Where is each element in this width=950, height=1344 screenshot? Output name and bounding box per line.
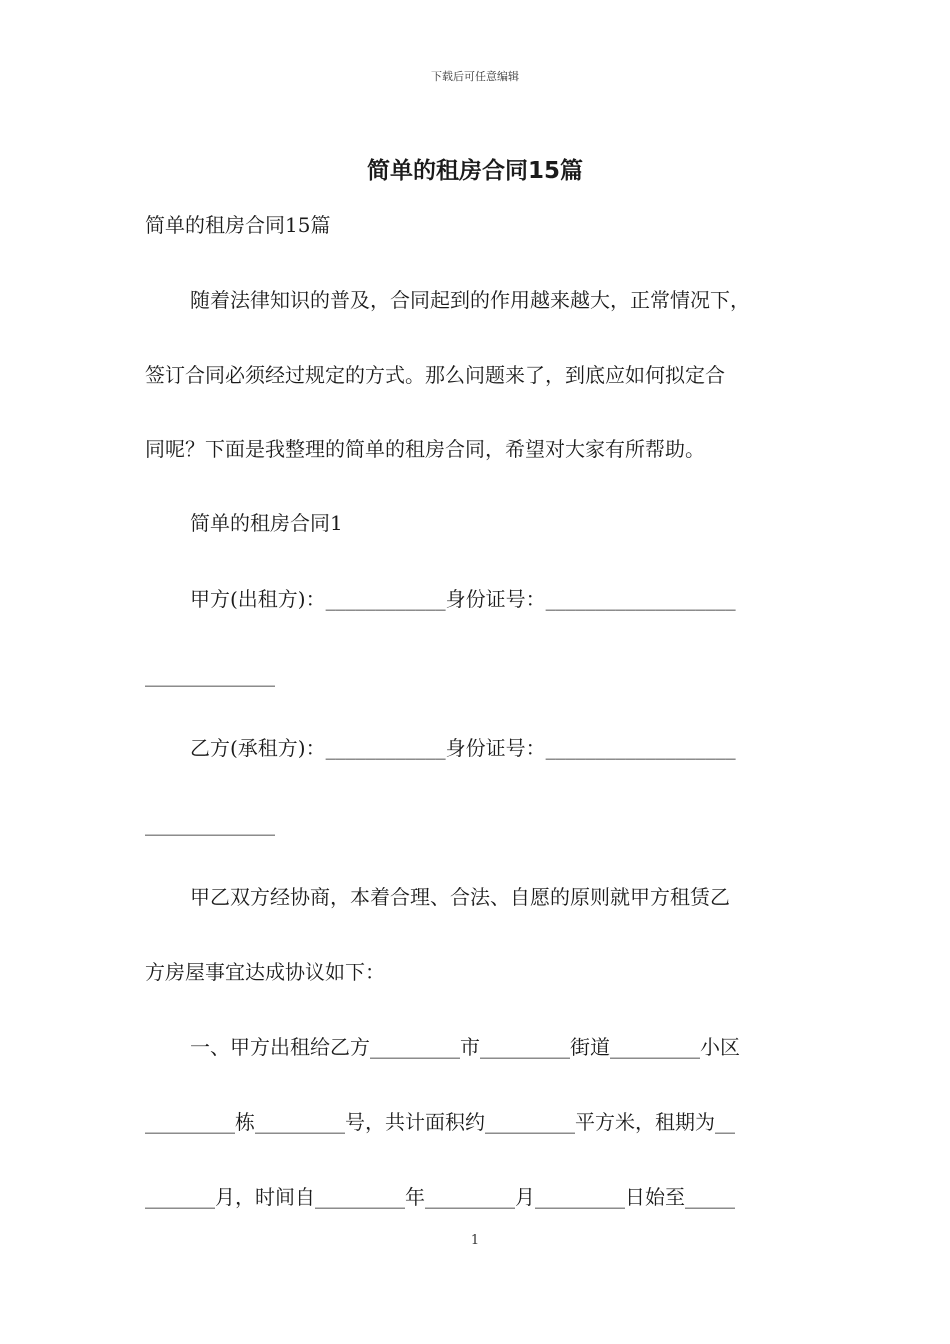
clause-1-line-2: _________栋_________号，共计面积约_________平方米，租期为__ <box>145 1110 735 1134</box>
section-heading: 简单的租房合同1 <box>190 511 343 535</box>
party-b-line-1: 乙方(承租方)：____________身份证号：___________________ <box>190 736 736 760</box>
intro-line-3: 同呢？下面是我整理的简单的租房合同，希望对大家有所帮助。 <box>145 437 705 461</box>
header-note: 下载后可任意编辑 <box>431 70 519 83</box>
document-title: 简单的租房合同15篇 <box>366 158 583 184</box>
intro-line-1: 随着法律知识的普及，合同起到的作用越来越大，正常情况下， <box>190 288 750 312</box>
intro-line-2: 签订合同必须经过规定的方式。那么问题来了，到底应如何拟定合 <box>145 363 725 387</box>
page-number: 1 <box>470 1233 480 1248</box>
agreement-line-2: 方房屋事宜达成协议如下： <box>145 960 385 984</box>
agreement-line-1: 甲乙双方经协商，本着合理、合法、自愿的原则就甲方租赁乙 <box>190 885 730 909</box>
party-a-line-1: 甲方(出租方)：____________身份证号：___________________ <box>190 587 736 611</box>
clause-1-line-1: 一、甲方出租给乙方_________市_________街道_________小区 <box>190 1035 740 1059</box>
clause-1-line-3: _______月，时间自_________年_________月_________日始至_____ <box>145 1185 735 1209</box>
document-subtitle: 简单的租房合同15篇 <box>145 213 331 237</box>
party-a-line-2: _____________ <box>145 663 275 687</box>
party-b-line-2: _____________ <box>145 812 275 836</box>
